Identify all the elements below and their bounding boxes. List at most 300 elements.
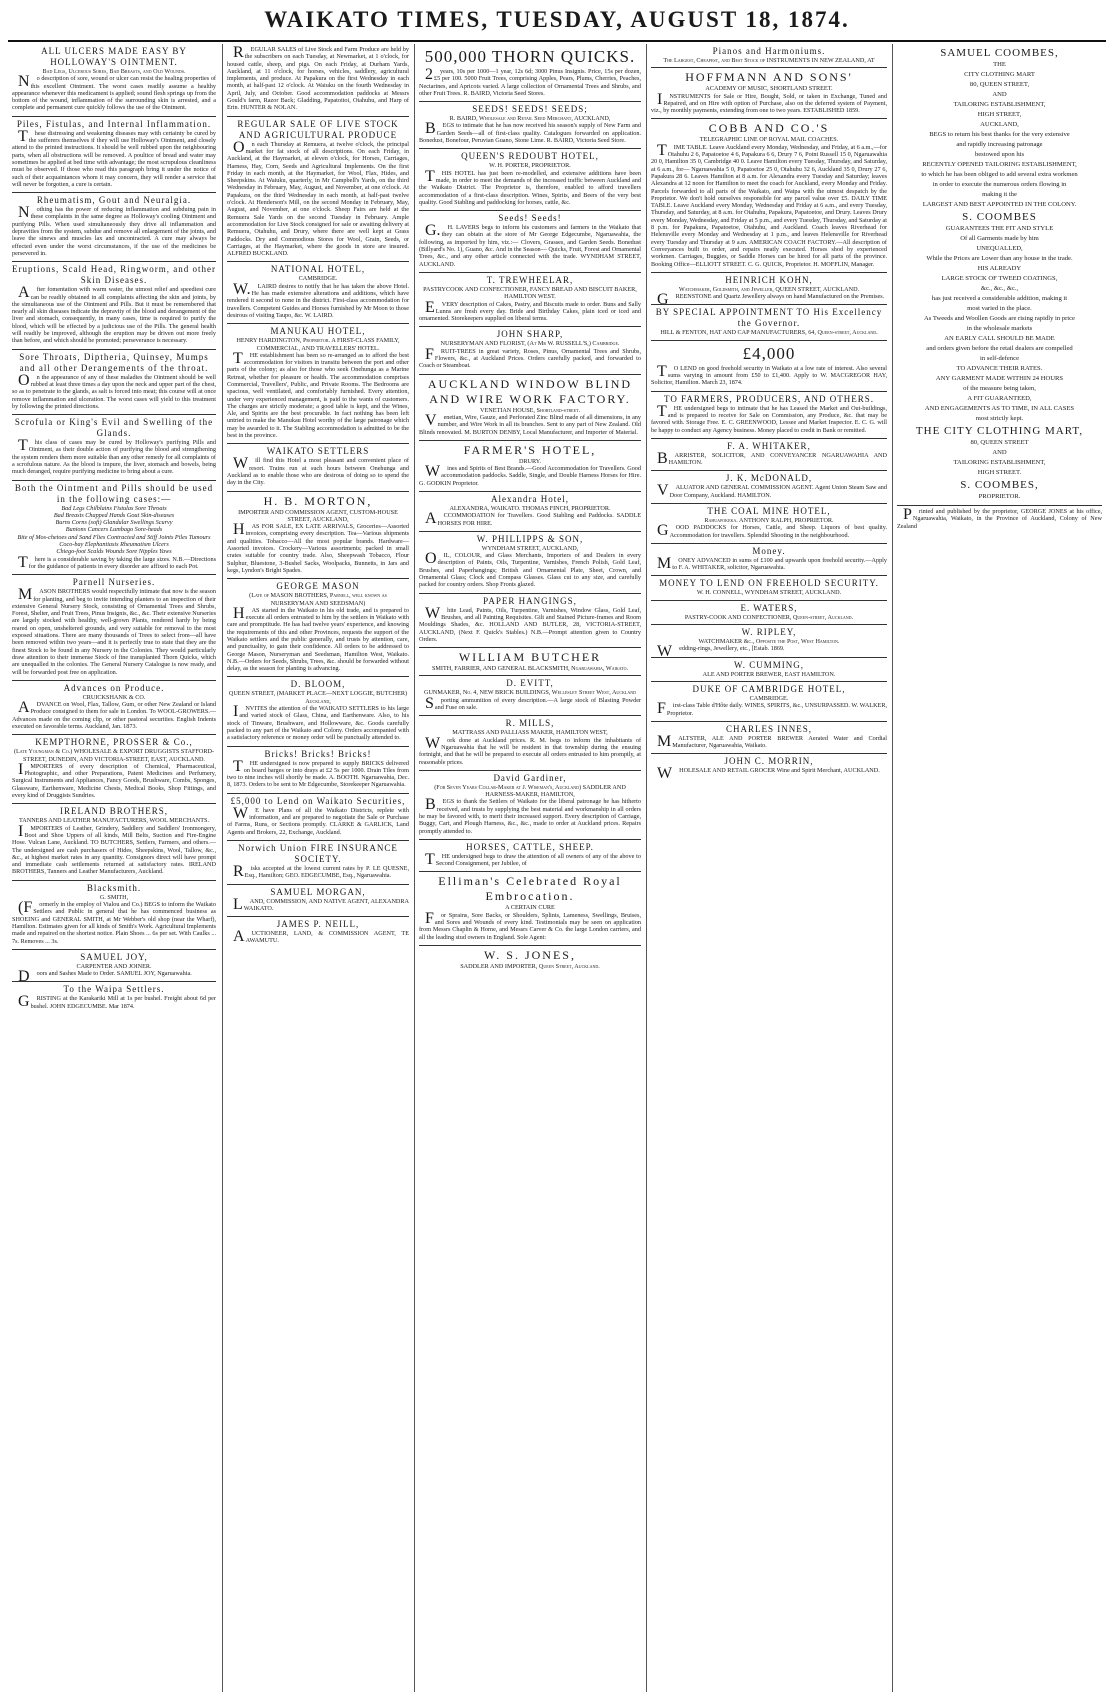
ad-paragraph: WHOLESALE AND RETAIL GROCER Wine and Spirit Merchant, AUCKLAND. — [657, 765, 880, 783]
ad-body — [651, 291, 887, 309]
advertisement — [651, 601, 887, 625]
advertisement — [12, 950, 216, 986]
advertisement — [227, 262, 409, 324]
ad-heading: REGULAR SALE OF LIVE STOCK AND AGRICULTURAL PRODUCE — [237, 118, 399, 140]
ad-body — [12, 995, 216, 1010]
advertisement — [227, 917, 409, 949]
ad-body — [419, 411, 641, 436]
ad-body — [419, 604, 641, 643]
ad-body — [651, 402, 887, 434]
ad-line: in self-defence — [980, 355, 1019, 362]
ad-subheading: (Late of MASON BROTHERS, Parnell, well known as NURSERYMAN AND SEEDSMAN) — [249, 592, 387, 607]
ad-paragraph: For Sprains, Sore Backs, or Shoulders, Splints, Lameness, Swellings, Bruises, and Sores and Wounds of every kind. Testimonials may be seen on application from Messrs Chaplin & Horne, and Messrs Carver & Co. the large London carriers, and all the leading stud owners in England. Sole Agent: — [419, 909, 641, 941]
advertisement — [419, 44, 641, 102]
ad-paragraph: These distressing and weakening diseases may with certainty be cured by the sufferers themselves if they will use Holloway's Ointment, and closely attend to the printed instructions. It should be well rubbed upon the neighbouring parts, when all obstructions will be removed. A poultice of bread and water may sometimes be applied at bed time with advantage; the most scrupulous cleanliness must be observed. If those who read this paragraph bring it under the notice of such of their acquaintances whom it may concern, they will render a service that will never be forgotten, a cure is certain. — [12, 127, 216, 188]
advertisement — [227, 677, 409, 746]
ad-heading: SEEDS! SEEDS! SEEDS; — [472, 104, 588, 115]
ad-paragraph: After fomentation with warm water, the utmost relief and speediest cure can be readily obtained in all complaints affecting the skin and joints, by the simultaneous use of the Ointment and Pills. But it must be remembered that nearly all skin diseases indicate the depravity of the blood and derangement of the liver and stomach, consequently, in many cases, time is required to purify the blood, which will be effected by a judicious use of the Pills. The general health will readily be improved, although the eruption may be driven out more freely than before, and which should be promoted; perseverance is necessary. — [12, 284, 216, 345]
ad-body — [227, 604, 409, 673]
ad-body — [651, 449, 887, 467]
ad-body — [419, 552, 641, 588]
advertisement — [12, 735, 216, 804]
ad-subheading: ALE AND PORTER BREWER, EAST HAMILTON. — [702, 670, 836, 678]
advertisement — [651, 119, 887, 272]
ad-heading: £4,000 — [742, 343, 796, 363]
ad-subheading: R. BAIRD, Wholesale and Retail Seed Merchant, AUCKLAND, — [449, 115, 611, 123]
ad-line: has just received a considerable addition, making it — [931, 295, 1068, 302]
ad-line: most strictly kept. — [975, 415, 1024, 422]
ad-line: BEGS to return his best thanks for the very extensive — [929, 131, 1070, 138]
ad-heading: ALL ULCERS MADE EASY BY HOLLOWAY'S OINTMENT. — [41, 46, 187, 67]
advertisement — [227, 444, 409, 491]
ad-paragraph: INVITES the attention of the WAIKATO SETTLERS to his large and varied stock of Glass, China, and Earthenware. Also, to his stock of Tinware, Brushware, and Hollowware, &c. Goods carefully packed to any part of the Waikato and Colony. Orders accompanied with a satisfactory reference or money order will be punctually attended to. — [227, 703, 409, 742]
ad-line: S. COOMBES — [962, 211, 1037, 223]
ad-heading: HORSES, CATTLE, SHEEP. — [466, 841, 594, 852]
ad-subheading: W. H. PORTER, PROPRIETOR. — [489, 162, 571, 170]
ad-paragraph: 2years, 10s per 1000—1 year, 12s 6d; 3000 Pinus Insignis. Price, 15s per dozen, £5 per 100. 5000 Fruit Trees, comprising Apples, Pears, Plums, Cherries, Peaches, Nectarines, and Apricots varied. A large collection of Ornamental Trees and Shrubs, and other Fruit Trees. R. BAIRD, Victoria Seed Stores. — [419, 66, 641, 97]
ad-body — [651, 484, 887, 499]
ad-body — [651, 362, 887, 387]
ad-line: TO ADVANCE THEIR RATES. — [956, 365, 1043, 372]
ad-body — [419, 68, 641, 97]
ad-line: making it the — [982, 191, 1017, 198]
ad-heading: THE COAL MINE HOTEL, — [707, 505, 831, 516]
ad-paragraph: TO LEND on good freehold security in Waikato at a low rate of interest. Also several sums varying in amount from £50 to £1,400. Apply to W. MACGREGOR HAY, Solicitor, Hamilton. March 23, 1874. — [651, 362, 887, 387]
ad-body — [419, 694, 641, 712]
ad-body — [227, 46, 409, 112]
ad-line: AND — [992, 449, 1007, 456]
ad-body — [227, 457, 409, 486]
ad-heading: H. B. MORTON, — [263, 493, 373, 508]
advertisement — [651, 754, 887, 783]
column-4 — [647, 44, 891, 1692]
ad-subheading: IMPORTER AND COMMISSION AGENT, CUSTOM-HOUSE STREET, AUCKLAND, — [238, 508, 398, 523]
ad-body — [897, 508, 1102, 530]
ad-body — [12, 968, 216, 986]
ad-paragraph: IMPORTERS of every description of Chemical, Pharmaceutical, Photographic, and other Preparations, Patent Medicines and Perfumery, Surgical Instruments and Appliances, Fancy Goods, Brushware, Combs, Sponges, Glassware, Earthenware, Medicine Chests, Medical Books, Shop Fittings, and every kind of Druggists Sundries. — [12, 760, 216, 800]
advertisement — [651, 305, 887, 340]
ad-paragraph: BARRISTER, SOLICITOR, AND CONVEYANCER NGARUAWAHIA AND HAMILTON. — [657, 449, 887, 467]
ad-line: SAMUEL COOMBES, — [940, 47, 1059, 59]
advertisement — [419, 149, 641, 211]
ad-line: HIS ALREADY — [977, 265, 1022, 272]
ad-line: RECENTLY OPENED TAILORING ESTABLISHMENT, — [922, 161, 1077, 168]
ad-paragraph: BEGS to intimate that he has now received his season's supply of New Farm and Garden Seeds—all of first-class quality. Catalogues forwarded on application. Bonedust, Bonefour, Peruvian Guano, Stone Lime. R. BAIRD, Victoria Seed Store. — [419, 120, 641, 145]
ad-paragraph: This class of cases may be cured by Holloway's purifying Pills and Ointment, as their double action of purifying the blood and strengthening the system renders them more suitable than any other remedy for all complaints of a scrofulous nature. As the blood is impure, the liver, stomach and bowels, being much deranged, require purifying medicine to bring about a cure. — [12, 437, 216, 476]
ad-heading: Advances on Produce. — [63, 682, 165, 693]
ad-body — [419, 850, 641, 868]
ad-paragraph: THE establishment has been so re-arranged as to afford the best accommodation for visitors in transitu between the port and other parts of the colony; as also for those who seek Onehunga as a Marine Retreat, whether for pleasure or health. The accommodation comprises Commercial, Travellers', Public, and Private Rooms. The Bedrooms are spacious, well ventilated, and comfortably furnished. Every attention, under very experienced management, is paid to the wants of customers. The charges are strictly moderate; a good table is kept, and the Wines, Ale, and Spirits are the best procurable. In fact nothing has been left untried to make the Manukau Hotel worthy of the large patronage which may be awarded to it. The Stabling accommodation is admitted to be the best in the province. — [227, 349, 409, 440]
ad-subheading: G. SMITH, — [99, 893, 129, 901]
ad-line: S. COOMBES, — [960, 479, 1039, 491]
ad-subheading: Bad Legs, Ulcerous Sores, Bad Breasts, and Old Wounds. — [42, 68, 186, 75]
ad-heading: Rheumatism, Gout and Neuralgia. — [36, 195, 192, 206]
ad-paragraph: FRUIT-TREES in great variety, Roses, Pinus, Ornamental Trees and Shrubs, Flowers, &c., at Auckland Prices. Orders carefully packed, and forwarded to Coach or Steamboat. — [419, 345, 641, 370]
advertisement — [12, 415, 216, 480]
ad-line: UNEQUALLED, — [976, 245, 1023, 252]
ad-heading: W. RIPLEY, — [741, 627, 797, 638]
ad-body — [227, 930, 409, 945]
ad-body — [227, 757, 409, 789]
ad-heading: COBB AND CO.'S — [708, 121, 830, 136]
advertisement — [651, 576, 887, 600]
ad-heading: CHARLES INNES, — [725, 723, 812, 734]
ad-body — [419, 465, 641, 487]
ad-subheading: WATCHMAKER &c., Opposite the Post, West Hamilton. — [698, 638, 840, 646]
advertisement — [227, 885, 409, 918]
ad-body — [12, 701, 216, 730]
ad-subheading: (For Seven Years Collar-Maker at J. Wiseman's, Auckland) SADDLER AND HARNESS-MAKER, HAMILTON, — [434, 783, 626, 799]
ad-paragraph: MALTSTER, ALE AND PORTER BREWER Aerated Water and Cordial Manufacturer, Ngaruawahia, Waikato. — [657, 732, 887, 750]
ad-body — [651, 554, 887, 572]
advertisement — [12, 575, 216, 681]
advertisement — [227, 117, 409, 263]
ad-heading: BY SPECIAL APPOINTMENT TO His Excellency the Governor. — [655, 307, 883, 329]
masthead-rule — [8, 40, 1106, 42]
ad-subheading: CAMBRIDGE. — [298, 275, 338, 283]
ad-line: AND ENGAGEMENTS AS TO TIME, IN ALL CASES — [924, 405, 1075, 412]
advertisement — [419, 946, 641, 973]
advertisement — [419, 771, 641, 840]
ad-paragraph: REGULAR SALES of Live Stock and Farm Produce are held by the subscribers on each Tuesday, at Newmarket, at 1 o'clock, for housed cattle, sheep, and pigs. On each Friday, at Durham Yards, Auckland, at 11 o'clock, for horses, vehicles, saddlery, agricultural implements, and produce. At Papakura on the first Wednesday in each month, at half-past 12 o'clock. At Waiuku on the fourth Wednesday in April, July, and October. Good accommodation paddocks at Messrs Gould's farm, Razor Back; Gladding, Papatoitoi, Otahuhu, and Harp of Erin. HUNTER & NOLAN. — [227, 44, 409, 112]
ad-heading: Piles, Fistulas, and Internal Inflammation. — [16, 118, 212, 129]
ad-body — [227, 895, 409, 913]
ad-body — [227, 804, 409, 836]
ad-body — [12, 901, 216, 945]
ad-body — [12, 553, 216, 571]
ad-heading: HEINRICH KOHN, — [725, 274, 813, 285]
ad-heading: Norwich Union FIRE INSURANCE SOCIETY. — [238, 842, 398, 864]
ad-body — [227, 138, 409, 258]
advertisement — [419, 676, 641, 716]
ad-heading: JAMES P. NEILL, — [276, 919, 360, 930]
ad-heading: MANUKAU HOTEL, — [270, 326, 366, 337]
ad-line: and rapidly increasing patronage — [956, 141, 1043, 148]
ad-paragraph: THIS HOTEL has just been re-modelled, and extensive additions have been made, in order to meet the demands of the increased traffic between Auckland and the Waikato District. The Proprietor is, therefore, enabled to afford travellers accommodation of a first-class description. Wines, Spirits, and Beers of the very best quality. Good Stabling and paddocking for horses, cattle, &c. — [419, 167, 641, 206]
ad-paragraph: There is a considerable saving by taking the large sizes. N.B.—Directions for the guidance of patients in every disorder are affixed to each Pot. — [18, 553, 216, 571]
ad-line: THE CITY CLOTHING MART, — [915, 425, 1084, 437]
ad-line: LARGE STOCK OF TWEED COATINGS, — [941, 275, 1058, 282]
ad-line: AUCKLAND, — [980, 121, 1019, 128]
ad-subheading: Watchmaker, Goldsmith, and Jeweller, QUEEN STREET, AUCKLAND. — [678, 285, 860, 293]
advertisement — [419, 840, 641, 873]
advertisement — [419, 102, 641, 149]
advertisement — [419, 375, 641, 441]
ad-heading: FARMER'S HOTEL, — [463, 442, 597, 457]
ad-heading: GEORGE MASON — [276, 581, 360, 592]
advertisement — [651, 68, 887, 119]
advertisement — [651, 658, 887, 682]
ad-body — [651, 524, 887, 539]
ad-subheading: The Largest, Cheapest, and Best Stock of INSTRUMENTS IN NEW ZEALAND, AT — [663, 57, 875, 64]
ad-subheading: WYNDHAM STREET, AUCKLAND, — [481, 544, 579, 552]
advertisement — [419, 327, 641, 374]
advertisement — [897, 506, 1102, 534]
advertisement — [419, 594, 641, 648]
ad-paragraph: First-class Table d'Hôte daily. WINES, SPIRITS, &c., UNSURPASSED. W. WALKER, Proprietor. — [657, 700, 887, 718]
ad-body — [651, 90, 887, 115]
advertisement — [419, 648, 641, 676]
ad-subheading: SADDLER AND IMPORTER, Queen Street, Auckland. — [460, 962, 600, 970]
ad-paragraph: Printed and published by the proprietor, GEORGE JONES at his office, Ngaruawahia, Waikato, in the Province of Auckland, Colony of New Zealand — [897, 506, 1102, 530]
ad-line: most varied in the place. — [967, 305, 1032, 312]
ad-paragraph: On the appearance of any of these maladies the Ointment should be well rubbed at least three times a day upon the neck and upper part of the chest, so as to penetrate to the glands, as salt is forced into meat; this course will at once remove inflammation and ulceration. The worst cases will yield to this treatment by following the printed directions. — [12, 371, 216, 410]
advertisement — [227, 492, 409, 580]
ad-subheading: DRURY. — [518, 457, 542, 465]
advertisement — [897, 44, 1102, 506]
ad-heading: J. K. McDONALD, — [725, 473, 813, 484]
ad-list-item: Burns Corns (soft) Glandular Swellings Scurvy — [55, 519, 173, 527]
column-2 — [223, 44, 413, 1692]
ad-line: to which he has been obliged to add several extra workmen — [921, 171, 1078, 178]
ad-line: A FIT GUARANTEED, — [967, 395, 1032, 402]
ad-line: 80, QUEEN STREET — [970, 439, 1029, 446]
ad-subheading: NURSERYMAN AND FLORIST, (At Mr W. RUSSELL'S,) Cambridge. — [440, 340, 620, 348]
ad-paragraph: (Formerly in the employ of Vialou and Co.) BEGS to inform the Waikato Settlers and Public in general that he has commenced business as SHOEING and GENERAL SMITH, at Mr Webber's old shop (near the Wharf), Hamilton. Estimates given for all kinds of Smith's Work. Agricultural Implements made and repaired on the shortest notice. Plain Shoes ... 6s per set. With Caulks ... 7s. Removes ... 3s. — [12, 899, 216, 945]
advertisement — [419, 211, 641, 273]
advertisement — [227, 44, 409, 117]
ad-paragraph: ADVANCE on Wool, Flax, Tallow, Gum, or other New Zealand or Island Produce consigned to them for sale in London. To WOOL-GROWERS.—Advances made on the coming clip, or other pastoral securities. English Indents executed on favorable terms. Auckland, Jan. 1873. — [12, 699, 216, 730]
ad-body — [12, 439, 216, 475]
ad-heading: HOFFMANN AND SONS' — [685, 70, 853, 85]
ad-paragraph: AUCTIONEER, LAND, & COMMISSION AGENT, TE AWAMUTU. — [233, 928, 409, 946]
ad-heading: D. BLOOM, — [290, 679, 346, 690]
ad-body — [419, 798, 641, 834]
ad-list-item: Coco-bay Elephantiasis Rheumatism Ulcers — [59, 541, 169, 549]
advertisement — [12, 193, 216, 262]
ad-heading: Bricks! Bricks! Bricks! — [264, 748, 372, 759]
ad-heading: TO FARMERS, PRODUCERS, AND OTHERS. — [664, 393, 874, 404]
ad-line: TAILORING ESTABLISHMENT, — [953, 459, 1046, 466]
ad-body — [651, 702, 887, 717]
ad-heading: QUEEN'S REDOUBT HOTEL, — [461, 151, 599, 162]
ad-paragraph: White Lead, Paints, Oils, Turpentine, Varnishes, Window Glass, Gold Leaf, Brushes, and all Painting Requisites. Gilt and Stained Picture-frames and Room Mouldings Shades, &c. HOLLAND AND BUTLER, 28, VICTORIA-STREET, AUCKLAND, (Next F. Quick's Stables.) N.B.—Prompt attention given to Country Orders. — [419, 604, 641, 643]
ad-body — [227, 705, 409, 741]
ad-heading: KEMPTHORNE, PROSSER & Co., — [35, 737, 193, 748]
ad-paragraph: Nothing has the power of reducing inflammation and subduing pain in these complaints in the same degree as Holloway's cooling Ointment and purifying Pills. When used simultaneously they drive all inflammation and depravities from the system, subdue and remove all enlargement of the joints, and leave the sinews and muscles lax and uncontracted. A cure may always be effected even under the worst circumstances, if the use of the medicines be persevered in. — [12, 204, 216, 257]
ad-paragraph: Wedding-rings, Jewellery, etc., [Estab. 1869. — [657, 643, 785, 661]
ad-paragraph: Risks accepted at the lowest current rates by P. LE QUESNE, Esq., Hamilton; GEO. EDGECUMBE, Esq., Ngaruawahia. — [233, 862, 409, 880]
ad-heading: Eruptions, Scald Head, Ringworm, and other Skin Diseases. — [12, 264, 216, 286]
ad-line: PROPRIETOR. — [978, 493, 1021, 500]
ad-line: AN EARLY CALL SHOULD BE MADE — [944, 335, 1055, 342]
ad-body — [651, 643, 887, 661]
column-3 — [415, 44, 645, 1692]
ad-heading: D. EVITT, — [506, 678, 554, 689]
advertisement — [227, 579, 409, 677]
ad-line: &c., &c., &c., — [980, 285, 1019, 292]
ad-body — [419, 512, 641, 527]
ad-body — [12, 822, 216, 876]
advertisement — [12, 881, 216, 950]
ad-heading: AUCKLAND WINDOW BLIND AND WIRE WORK FACTORY. — [427, 376, 633, 406]
ad-line: Of all Garments made by him — [960, 235, 1039, 242]
advertisement — [651, 392, 887, 439]
ad-paragraph: GREENSTONE and Quartz Jewellery always on hand Manufactured on the Premises. — [657, 291, 885, 309]
ad-paragraph: THE undersigned begs to draw the attention of all owners of any of the above to Second Consignment, per Jubilee, of — [425, 850, 641, 868]
ad-body — [651, 765, 887, 783]
ad-line: of the measure being taken, — [963, 385, 1036, 392]
ad-line: TAILORING ESTABLISHMENT, — [953, 101, 1046, 108]
ad-body — [12, 206, 216, 257]
ad-heading: W. S. JONES, — [484, 947, 576, 962]
ad-heading: Alexandra Hotel, — [491, 493, 569, 504]
ad-heading: SAMUEL MORGAN, — [270, 886, 366, 897]
advertisement — [651, 625, 887, 661]
ad-heading: F. A. WHITAKER, — [727, 440, 811, 451]
advertisement — [419, 441, 641, 492]
ad-heading: MONEY TO LEND ON FREEHOLD SECURITY. — [659, 578, 879, 589]
ad-heading: £5,000 to Lend on Waikato Securities, — [230, 795, 406, 806]
ad-line: As Tweeds and Woollen Goods are rising rapidly in price — [924, 315, 1075, 322]
ad-body — [12, 760, 216, 800]
ad-paragraph: No description of sore, wound or ulcer can resist the healing properties of this excellent Ointment. The worst cases readily assume a healthy appearance whenever this medicament is applied; sound flesh springs up from the bottom of the wound, inflammation of the surrounding skin is arrested, and a complete and permanent cure quickly follows the use of the Ointment. — [12, 73, 216, 112]
ad-body — [12, 371, 216, 410]
ad-line: in the wholesale markets — [966, 325, 1033, 332]
advertisement — [651, 722, 887, 755]
advertisement — [12, 804, 216, 880]
ad-subheading: HILL & FENTON, HAT AND CAP MANUFACTURERS, 64, Queen-street, Auckland. — [660, 329, 878, 337]
advertisement — [419, 492, 641, 532]
ad-line: 80, QUEEN STREET, — [969, 81, 1030, 88]
ad-subheading: TELEGRAPHIC LINE OF ROYAL MAIL COACHES. — [699, 136, 839, 144]
ad-heading: Seeds! Seeds! — [498, 213, 562, 224]
column-1 — [8, 44, 220, 1692]
ad-body — [651, 732, 887, 750]
ad-line: HIGH STREET. — [977, 469, 1022, 476]
ad-paragraph: Work done at Auckland prices. R. M. begs to inform the inhabitants of Ngaruawahia that he will be resident in that township during the ensuing fortnight, and that he will be prepared to execute all orders entrusted to him promptly, at reasonable prices. — [419, 734, 641, 766]
ad-list-item: Bunions Cancers Lumbago Sore-heads — [65, 526, 163, 534]
ad-list-item: Bad Breasts Chapped Hands Gout Skin-diseases — [53, 511, 175, 519]
ad-heading: W. CUMMING, — [734, 659, 804, 670]
ad-heading: IRELAND BROTHERS, — [59, 806, 168, 817]
ad-heading: T. TREWHEELAR, — [486, 274, 574, 285]
advertisement — [651, 273, 887, 309]
advertisement — [12, 44, 216, 117]
advertisement — [651, 341, 887, 392]
ad-line: THE — [993, 61, 1006, 68]
advertisement — [651, 504, 887, 544]
ad-subheading: PASTRYCOOK AND CONFECTIONER, FANCY BREAD AND BISCUIT BAKER, HAMILTON WEST. — [423, 285, 637, 301]
ad-subheading: TANNERS AND LEATHER MANUFACTURERS, WOOL MERCHANTS. — [18, 817, 209, 825]
ad-paragraph: BEGS to thank the Settlers of Waikato for the liberal patronage he has hitherto received, and trusts by supplying the best material and workmanship in all orders he may be favored with, to merit their increased support. Every description of Carriage, Buggy, Cart, and Plough Harness, &c., &c., made to order at Auckland prices. Repairs promptly attended to. — [419, 796, 641, 835]
ad-heading: Scrofula or King's Evil and Swelling of the Glands. — [14, 417, 214, 439]
ad-paragraph: W.LAIRD desires to notify that he has taken the above Hotel. He has made extensive alterations and additions, which have rendered it second to none in the district. First-class accommodation for travellers. Competent Guides and Horses furnished by Mr Moon to those desirous of visiting Taupo, &c. W. LAIRD. — [227, 280, 409, 319]
ad-line: GUARANTEES THE FIT AND STYLE — [945, 225, 1054, 232]
ad-line: AND — [992, 91, 1007, 98]
ad-paragraph: On each Thursday at Remuera, at twelve o'clock, the principal market for fat stock of all descriptions. On each Friday, in Auckland, at the Haymarket, at eleven o'clock, for Horses, Carriages, Harness, Hay, Corn, Seeds and Agricultural Implements. On the first Friday in each month, at the Haymarket, for Wool, Flax, Hides, and Sheepskins. At Waiuku, quarterly, in Mr Campbell's Yards, on the third Wednesday in February, May, August, and November, at one o'clock. At Papakura, on the third Wednesday in each month, at half-past twelve o'clock. At Henderson's Mill, on the second Monday in February, May, August, and November, at one o'clock. Sheep Fairs are held at the Remuera Sale Yards on the second Tuesday in February. Ample accommodation for Live Stock consigned for sale or awaiting delivery at Remuera, Otahuhu, and Drury, where there are well kept at Grass Paddocks. Dry and Commodious Stores for Wool, Grain, Seeds, or Carriages, at the Haymarket, where the goods in store are insured. ALFRED BUCKLAND. — [227, 138, 409, 258]
ad-body — [419, 345, 641, 370]
ad-paragraph: Venetian, Wire, Gauze, and Perforated Zinc Blind made of all dimensions, in any number, and Wire Work in all its branches. Sent to any part of New Zealand. Old Blinds renovated. M. BURTON DENBY, Local Manufacturer, and Importer of Material. — [419, 411, 641, 436]
ad-subheading: CAMBRIDGE. — [749, 694, 789, 702]
ad-body — [12, 127, 216, 188]
ad-paragraph: MONEY ADVANCED in sums of £100 and upwards upon freehold security.—Apply to F. A. WHITAKER, solicitor, Ngaruawahia. — [657, 554, 887, 572]
ad-subheading: QUEEN STREET, (MARKET PLACE—NEXT LOGGIE, BUTCHER) Auckland, — [228, 690, 408, 705]
advertisement — [419, 716, 641, 770]
ad-body — [419, 167, 641, 206]
ad-line: bestowed upon his — [974, 151, 1025, 158]
ad-list — [12, 505, 216, 556]
ad-body — [227, 349, 409, 440]
ad-paragraph: OIL, COLOUR, and Glass Merchants, Importers of and Dealers in every description of Paints, Oils, Turpentine, Varnishes, French Polish, Gold Leaf, Brushes, and Paperhangings; British and Ornamental Plate, Sheet, Crown, and Ornamental Glass; Clock and Compass Glasses. Glass cut to any size, and carefully packed for country orders. Shop Fronts glazed. — [419, 550, 641, 589]
advertisement — [651, 439, 887, 472]
ad-subheading: CRUICKSHANK & CO. — [82, 693, 146, 701]
ad-body — [12, 588, 216, 676]
ad-paragraph: GOOD PADDOCKS for Horses, Cattle, and Sheep. Liquors of best quality. Accommodation for travellers. Splendid Shooting in the neighbourhood. — [657, 522, 887, 540]
ad-line: ANY GARMENT MADE WITHIN 24 HOURS — [935, 375, 1064, 382]
ad-heading: Money. — [752, 545, 786, 556]
ad-paragraph: G.H. LAVERS begs to inform his customers and farmers in the Waikato that they can obtain at the store of Mr George Edgecumbe, Ngaruawahia, the following, as imported by him, viz.:— Clovers, Grasses, and Garden Seeds. Bonedust (Billyard's No. 1), Guano, &c. And in the Season— Quicks, Fruit, Forest and Ornamental Trees, &c., and any other article connected with the trade. WYNDHAM STREET, AUCKLAND. — [419, 222, 641, 268]
ad-paragraph: MASON BROTHERS would respectfully intimate that now is the season for planting, and beg to invite intending planters to an inspection of their extensive General Nursery Stock, consisting of Ornamental Trees and Shrubs, Forest, Shelter, and Fruit Trees, Pinus Insignis, &c., &c. Their extensive Nurseries are largely stocked with healthy, well-grown Plants, rendered hardy by being reared on open, unsheltered grounds, and very suitable for removal to the most exposed situations. There are many thousands of Trees to select from—all have been removed within two years—and it is perfectly true to state that they are the finest Stock to be found in any Nursery in the Colonies. They would particularly draw attention to their immense Stock of fine transplanted Thorn Quicks, which are unequalled in the colonies. The General Nursery Catalogue is now ready, and will be forwarded post free on application. — [12, 586, 216, 676]
ad-heading: DUKE OF CAMBRIDGE HOTEL, — [692, 683, 846, 694]
advertisement — [419, 273, 641, 327]
ad-heading: To the Waipa Settlers. — [63, 984, 165, 995]
ad-heading: NATIONAL HOTEL, — [270, 264, 366, 275]
ad-heading: Sore Throats, Diptheria, Quinsey, Mumps and all other Derangements of the throat. — [19, 351, 209, 373]
ad-heading: JOHN SHARP, — [496, 329, 564, 340]
ad-paragraph: LAND, COMMISSION, AND NATIVE AGENT, ALEXANDRA WAIKATO. — [233, 895, 409, 913]
advertisement — [12, 350, 216, 415]
ad-heading: R. MILLS, — [505, 718, 555, 729]
advertisement — [227, 794, 409, 841]
ad-list-item: Bad Legs Chilblains Fistulas Sore Throats — [61, 504, 167, 512]
ad-paragraph: Wines and Spirits of Best Brands.—Good Accommodation for Travellers. Good accommodation paddocks. Saddle, Single, and Double Harness Horses for Hire. G. GODKIN Proprietor. — [419, 463, 641, 487]
ad-line: and orders given before the retail dealers are compelled — [926, 345, 1073, 352]
ad-subheading: GUNMAKER, No. 4, NEW BRICK BUILDINGS, Wellesley Street West, Auckland — [424, 689, 636, 697]
ad-subheading: MATTRASS AND PALLIASS MAKER, HAMILTON WEST, — [452, 729, 608, 737]
ad-list-item: Chiego-foot Scalds Wounds Sore Nipples Yaws — [56, 548, 172, 556]
ad-subheading: Rahuapokeka. ANTHONY RALPH, PROPRIETOR. — [704, 516, 834, 524]
advertisement — [227, 324, 409, 444]
ad-line: CITY CLOTHING MART — [964, 71, 1035, 78]
ad-paragraph: THE undersigned begs to intimate that he has Leased the Market and Out-buildings, and is prepared to receive for Sale on Commission, any Produce, &c. that may be favored with. Storage Free. E. C. GREENWOOD, Lessee and Market Inspector. E. C. G. will be happy to conduct any Agency business. Money placed to credit in Bank or remitted. — [651, 402, 887, 434]
advertisement — [227, 841, 409, 885]
ad-subheading: A CERTAIN CURE — [505, 904, 555, 912]
ad-heading: WAIKATO SETTLERS — [266, 446, 370, 457]
advertisement — [12, 681, 216, 735]
ad-heading: SAMUEL JOY, — [80, 951, 148, 962]
advertisement — [12, 481, 216, 576]
ad-paragraph: Doors and Sashes Made to Order. SAMUEL JOY, Ngaruawahia. — [18, 968, 192, 986]
ad-heading: 500,000 THORN QUICKS. — [424, 47, 636, 66]
ad-subheading: (Late Youngman & Co.) WHOLESALE & EXPORT DRUGGISTS STAFFORD-STREET, DUNEDIN, AND VICTORIA-STREET, EAST, AUCKLAND. — [13, 748, 215, 763]
ad-paragraph: Will find this Hotel a most pleasant and convenient place of resort. Trains run at such hours between Onehunga and Auckland as to enable those who are desirous of doing so to spend the day in the City. — [227, 455, 409, 487]
ad-paragraph: INSTRUMENTS for Sale or Hire, Bought, Sold, or taken in Exchange, Tuned and Repaired, and on Hire with option of Purchase, also on the deferred system of Payment, viz., by monthly payments, extending from one to two years. ESTABLISHED 1859. — [651, 90, 887, 115]
advertisement — [651, 544, 887, 577]
ad-paragraph: Sporting ammunition of every description.—A large stock of Blasting Powder and Fuse on sale. — [425, 694, 641, 712]
ad-body — [419, 224, 641, 268]
ad-paragraph: IMPORTERS of Leather, Grindery, Saddlery and Saddlers' Ironmongery, Boot and Shoe Uppers of all kinds, Mill Belts, Suction and Fire-Engine Hose. Vulcan Lane, Auckland. TO BUTCHERS, Settlers, Farmers, and others.—The undersigned are cash purchasers of Hides, Sheepskins, Wool, Tallow, &c., &c., at highest market rates in any quantity. Consignors direct will have prompt and immediate cash settlements returned at satisfactory rates. IRELAND BROTHERS, Tanners and Leather Manufacturers, Auckland. — [12, 822, 216, 876]
ad-subheading: ACADEMY OF MUSIC, SHORTLAND STREET. — [705, 85, 833, 93]
ad-line: While the Prices are Lower than any house in the trade. — [926, 255, 1073, 262]
ad-paragraph: ACCOMMODATION for Travellers. Good Stabling and Paddocks. SADDLE HORSES FOR HIRE. — [425, 510, 641, 528]
ad-heading: PAPER HANGINGS, — [483, 595, 577, 606]
ad-paragraph: VALUATOR AND GENERAL COMMISSION AGENT. Agent Union Steam Saw and Door Company, Auckland. HAMILTON. — [657, 482, 887, 500]
ad-subheading: W. H. CONNELL, WYNDHAM STREET, AUCKLAND. — [696, 589, 842, 597]
ad-paragraph: WE have Plans of all the Waikato Districts, replete with information, and are prepared to negotiate the Sale or Purchase of Farms, Runs, or Sections promptly. CLARKE & GARLICK, Land Agents and Brokers, 22, Exchange, Auckland. — [227, 804, 409, 836]
advertisement — [651, 682, 887, 722]
ad-paragraph: THE undersigned is now prepared to supply BRICKS delivered on board barges or into drays at £2 5s per 1000. Drain Tiles from two to nine inches will shortly be made. A. BOOTH. Ngaruawahia, Dec. 8, 1873. Orders to be sent to Mr Edgecumbe, Storekeeper Ngaruawahia. — [227, 757, 409, 789]
ad-body — [419, 298, 641, 323]
ad-body — [227, 523, 409, 574]
advertisement — [12, 117, 216, 193]
masthead-title: WAIKATO TIMES, TUESDAY, AUGUST 18, 1874. — [264, 7, 850, 32]
ad-body — [227, 862, 409, 880]
ad-body — [651, 141, 888, 268]
ad-line: in order to execute the numerous orders flowing in — [932, 181, 1067, 188]
ad-subheading: SMITH, FARRIER, AND GENERAL BLACKSMITH, Ngaruawahia, Waikato. — [431, 665, 629, 673]
ad-heading: David Gardiner, — [493, 772, 567, 783]
